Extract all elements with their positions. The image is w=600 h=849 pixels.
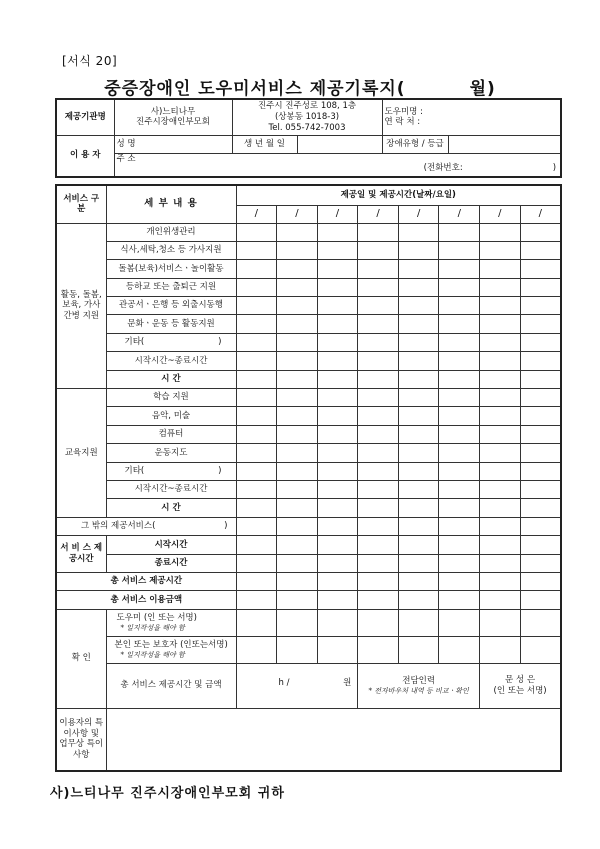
disability-field[interactable] [448,135,561,153]
helper-info[interactable]: 도우미명 : 연 락 처 : [382,99,561,135]
birth-label: 생 년 월 일 [232,135,297,153]
confirm-section-label: 확 인 [56,609,106,708]
detail-item: 개인위생관리 [106,223,236,241]
form-number: [서식 20] [62,54,118,68]
total-time-label: 총 서비스 제공시간 [56,572,236,590]
date-cell[interactable]: / [236,205,277,223]
activity-section-label: 활동, 돌봄, 보육, 가사 간병 지원 [56,223,106,389]
remarks-field[interactable] [106,708,561,771]
provider-address: 진주시 진주성로 108, 1층 (상봉동 1018-3) Tel. 055-742-7003 [232,99,382,135]
detail-item: 운동지도 [106,444,236,462]
date-cell[interactable]: / [480,205,521,223]
detail-item: 음악, 미술 [106,407,236,425]
detail-item-other[interactable]: 기타( ) [106,462,236,480]
phone-label: (전화번호: [423,163,463,174]
detail-item: 문화ㆍ운동 등 활동지원 [106,315,236,333]
date-cell[interactable]: / [277,205,318,223]
user-name-field[interactable]: 성 명 [114,135,232,153]
detail-item-other[interactable]: 기타( ) [106,333,236,351]
education-time-label: 시 간 [106,499,236,517]
detail-item: 등하교 또는 출퇴근 지원 [106,278,236,296]
activity-time-label: 시 간 [106,370,236,388]
provider-user-table [55,98,562,178]
provider-label: 제공기관명 [56,99,114,135]
service-time-label: 서 비 스 제공시간 [56,536,106,573]
date-cell[interactable]: / [317,205,358,223]
detail-item: 식사,세탁,청소 등 가사지원 [106,241,236,259]
total-amount-label: 총 서비스 이용금액 [56,591,236,609]
detail-item: 시작시간~종료시간 [106,352,236,370]
details-header: 세 부 내 용 [106,185,236,223]
date-cell[interactable]: / [358,205,399,223]
user-signature-label: 본인 또는 보호자 (인또는서명) * 일지작성을 해야 함 [106,636,236,663]
total-time-amount-label: 총 서비스 제공시간 및 금액 [106,663,236,708]
user-label: 이 용 자 [56,135,114,177]
provider-name: 사)느티나무 진주시장애인부모회 [114,99,232,135]
user-address-field[interactable]: 주 소 (전화번호: ) [114,153,561,177]
other-service-row[interactable]: 그 밖의 제공서비스( ) [56,517,236,535]
detail-item: 돌봄(보육)서비스ㆍ놀이활동 [106,260,236,278]
detail-item: 관공서ㆍ은행 등 외출시동행 [106,297,236,315]
education-section-label: 교육지원 [56,389,106,518]
handover-staff-field[interactable]: 전담인력 * 전자바우처 내역 등 비교ㆍ확인 [358,663,480,708]
footer-addressee: 사)느티나무 진주시장애인부모회 귀하 [50,786,285,801]
end-time-label: 종료시간 [106,554,236,572]
writer-sign-field[interactable]: 문 성 은 (인 또는 서명) [480,663,561,708]
detail-item: 시작시간~종료시간 [106,480,236,498]
remarks-label: 이용자의 특이사항 및 업무상 특이사항 [56,708,106,771]
form-title: 중증장애인 도우미서비스 제공기록지( 월) [104,79,496,99]
birth-field[interactable] [297,135,382,153]
date-cell[interactable]: / [439,205,480,223]
date-cell[interactable]: / [520,205,561,223]
dates-header: 제공일 및 제공시간(날짜/요일) [236,185,561,205]
total-time-amount-field[interactable]: h / 원 [236,663,358,708]
helper-signature-label: 도우미 (인 또는 서명) * 일지작성을 해야 함 [106,609,236,636]
detail-item: 학습 지원 [106,389,236,407]
disability-label: 장애유형 / 등급 [382,135,448,153]
start-time-label: 시작시간 [106,536,236,554]
detail-item: 컴퓨터 [106,425,236,443]
date-cell[interactable]: / [398,205,439,223]
service-category-header: 서비스 구 분 [56,185,106,223]
service-record-table [55,184,562,772]
